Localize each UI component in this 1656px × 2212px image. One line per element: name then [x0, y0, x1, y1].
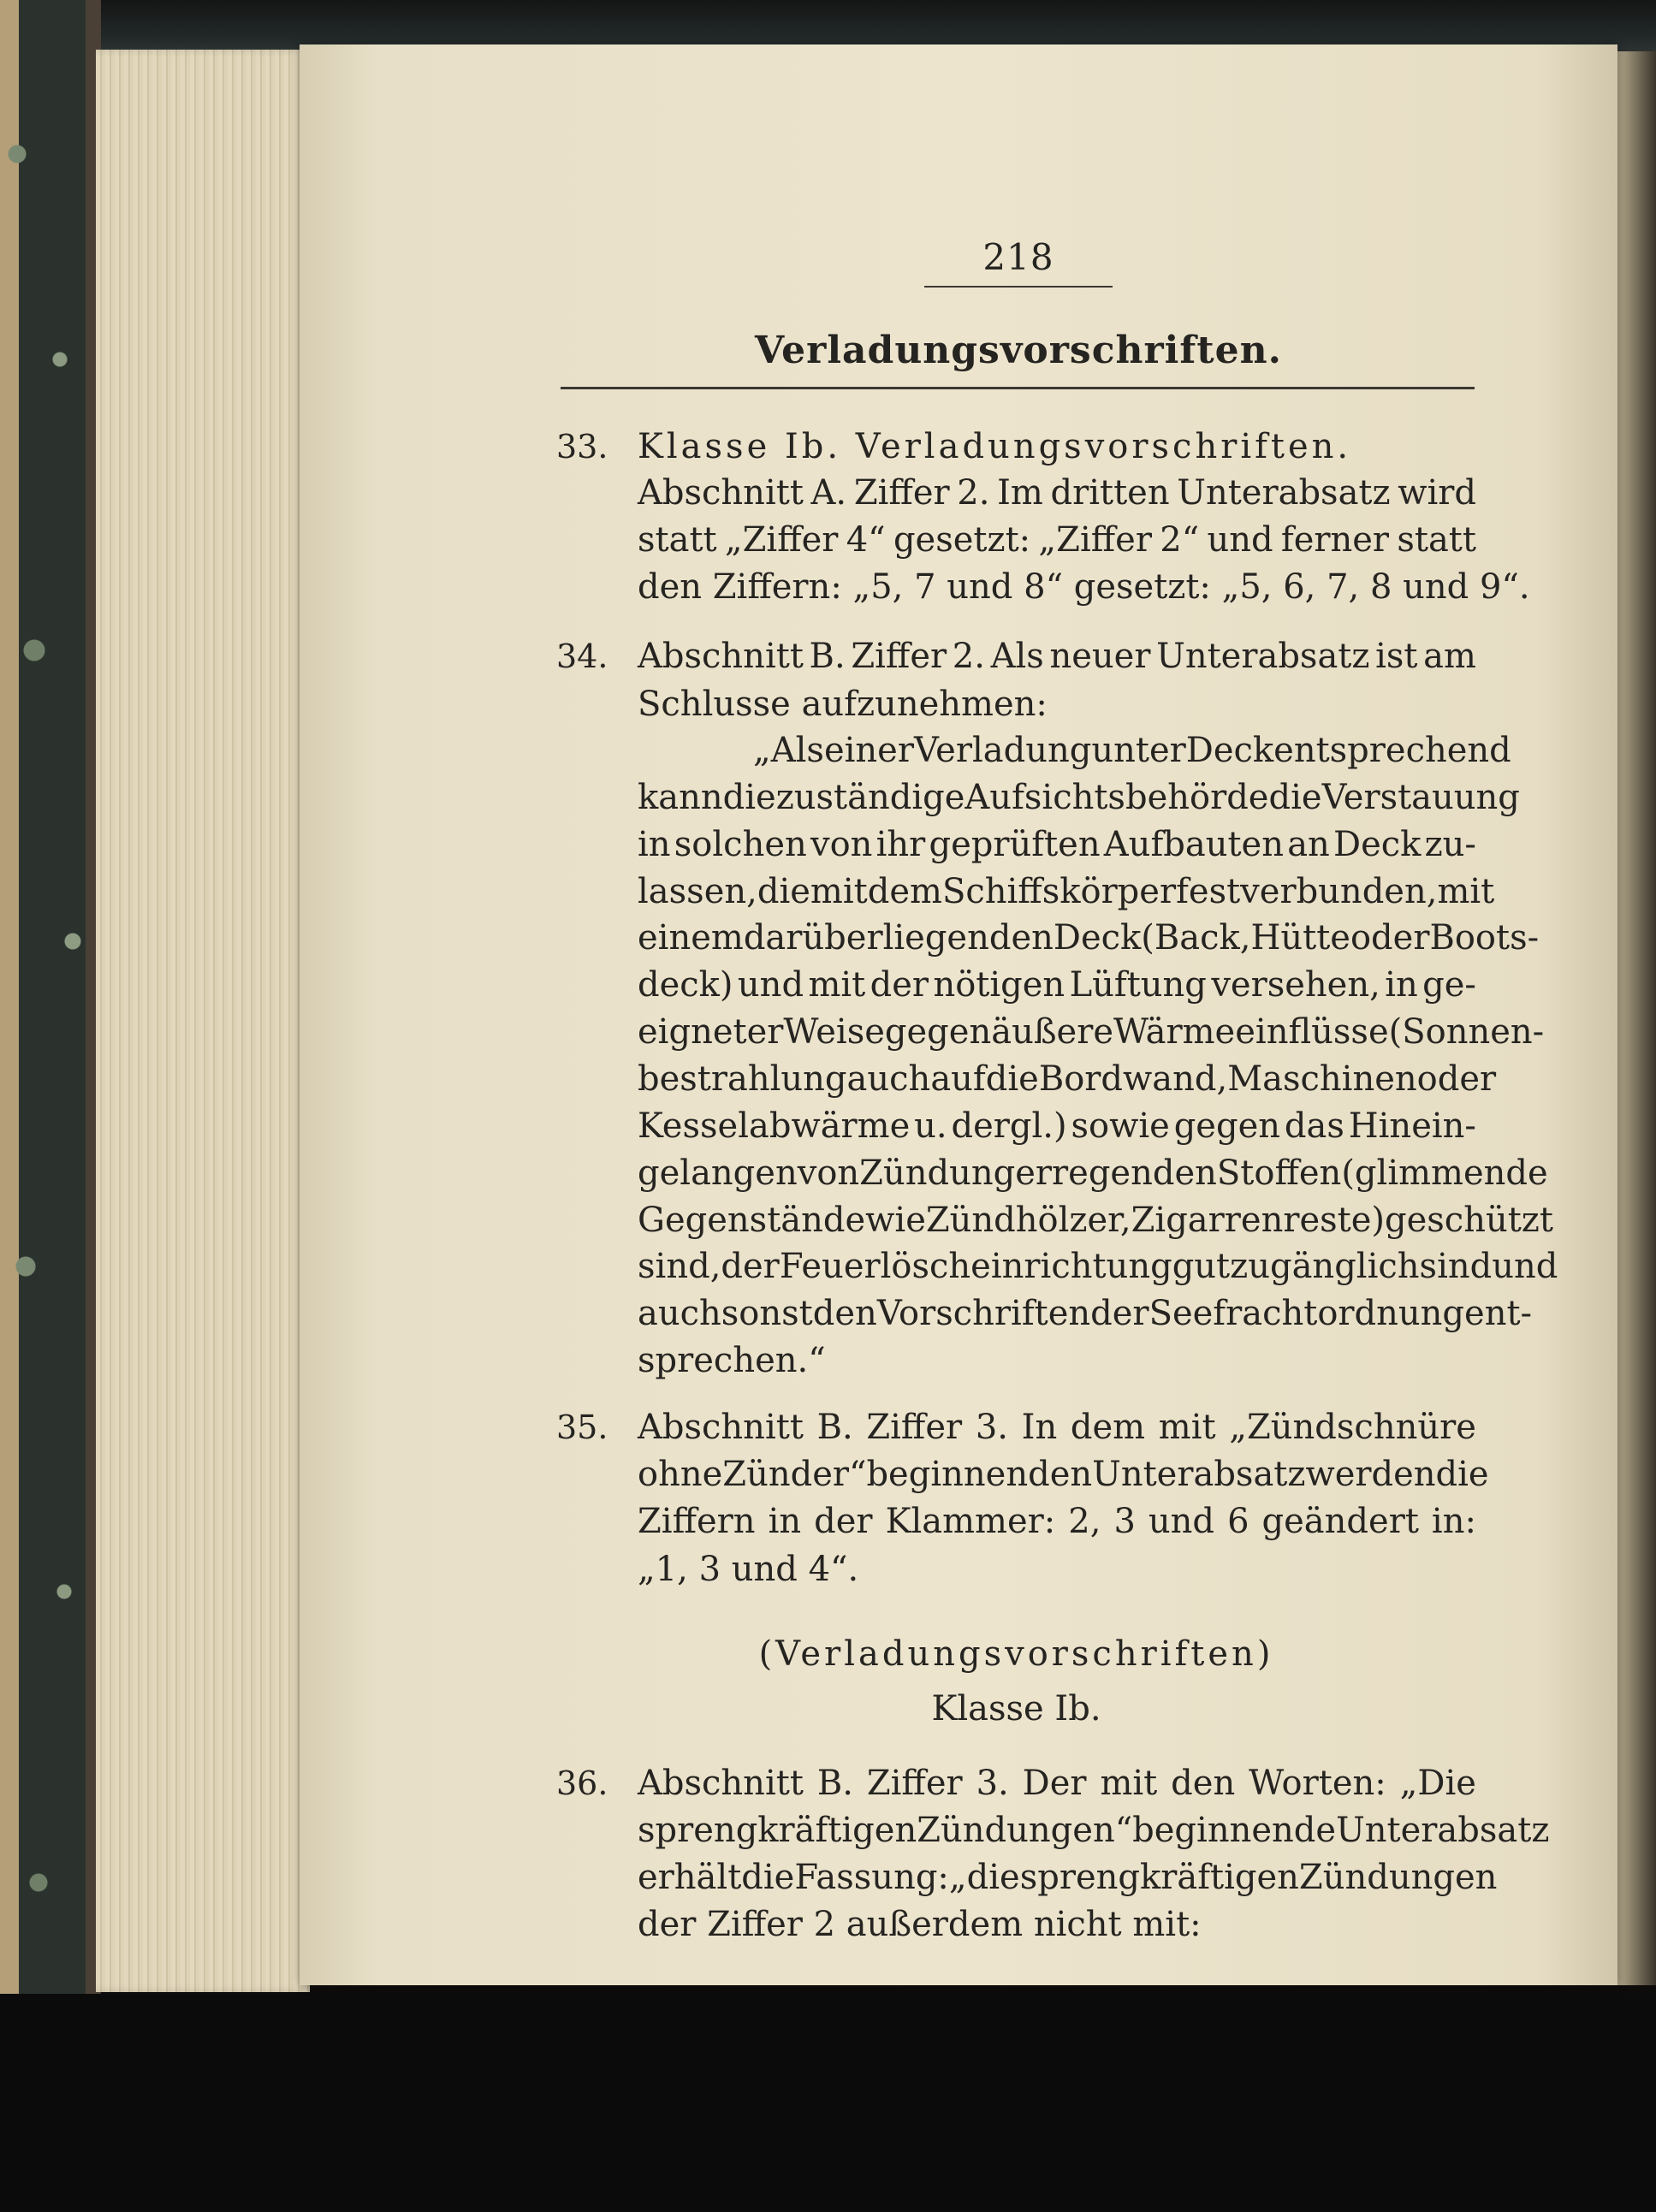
section-subheading: Klasse Ib. — [931, 1689, 1101, 1729]
text-line: Abschnitt B. Ziffer 3. Der mit den Worten: „Die — [638, 1764, 1476, 1803]
text-line: in solchen von ihr geprüften Aufbauten an Deck zu- — [638, 825, 1476, 864]
text-line: den Ziffern: „5, 7 und 8“ gesetzt: „5, 6, 7, 8 und 9“. — [638, 567, 1530, 607]
text-line: sind, der Feuerlöscheinrichtung gut zugänglich sind und — [638, 1247, 1558, 1286]
page-number-rule — [924, 286, 1113, 288]
item-number: 36. — [556, 1764, 608, 1802]
text-line: „1, 3 und 4“. — [638, 1550, 859, 1589]
text-line: bestrahlung auch auf die Bordwand, Maschinen oder — [638, 1059, 1497, 1099]
text-line: deck) und mit der nötigen Lüftung versehen, in ge- — [638, 965, 1476, 1005]
text-line: ohne Zünder“ beginnenden Unterabsatz werden die — [638, 1455, 1489, 1494]
text-line: sprechen.“ — [638, 1341, 826, 1380]
text-line: Abschnitt B. Ziffer 2. Als neuer Unterabsatz ist am — [638, 637, 1476, 676]
text-line: kann die zuständige Aufsichtsbehörde die Verstauung — [638, 778, 1520, 817]
text-line: Schlusse aufzunehmen: — [638, 685, 1048, 724]
text-line: Abschnitt A. Ziffer 2. Im dritten Unterabsatz wird — [638, 473, 1476, 513]
text-line: einem darüber liegenden Deck (Back, Hütte oder Boots- — [638, 918, 1540, 958]
item-number: 33. — [556, 428, 608, 466]
text-line: gelangen von Zündung erregenden Stoffen (glimmende — [638, 1153, 1548, 1193]
text-line: lassen, die mit dem Schiffskörper fest verbunden, mit — [638, 872, 1495, 911]
page-edges — [96, 50, 310, 1992]
text-line: eigneter Weise gegen äußere Wärmeeinflüsse (Sonnen- — [638, 1012, 1545, 1052]
text-line: Abschnitt B. Ziffer 3. In dem mit „Zündschnüre — [638, 1408, 1476, 1447]
text-line: erhält die Fassung: „die sprengkräftigen Zündungen — [638, 1858, 1498, 1897]
text-line: Kesselabwärme u. dergl.) sowie gegen das Hinein- — [638, 1106, 1476, 1146]
header-rule — [561, 387, 1475, 389]
text-line: der Ziffer 2 außerdem nicht mit: — [638, 1905, 1202, 1944]
running-head: Verladungsvorschriften. — [755, 329, 1282, 372]
item-number: 35. — [556, 1408, 608, 1446]
text-line: statt „Ziffer 4“ gesetzt: „Ziffer 2“ und ferner statt — [638, 520, 1476, 560]
text-line: Gegenstände wie Zündhölzer, Zigarrenreste) geschützt — [638, 1201, 1553, 1240]
marbled-cover-edge — [0, 0, 101, 2212]
text-line: „Als einer Verladung unter Deck entsprechend — [753, 731, 1511, 770]
section-heading: (Verladungsvorschriften) — [758, 1634, 1274, 1674]
background-bottom — [0, 1994, 1656, 2212]
text-line: sprengkräftigen Zündungen“ beginnende Unterabsatz — [638, 1811, 1550, 1850]
item-number: 34. — [556, 638, 608, 675]
text-line: Ziffern in der Klammer: 2, 3 und 6 geändert in: — [638, 1502, 1476, 1541]
text-line: auch sonst den Vorschriften der Seefrachtordnung ent- — [638, 1294, 1533, 1333]
page-number: 218 — [982, 236, 1054, 278]
text-line: Klasse Ib. Verladungsvorschriften. — [638, 427, 1352, 466]
